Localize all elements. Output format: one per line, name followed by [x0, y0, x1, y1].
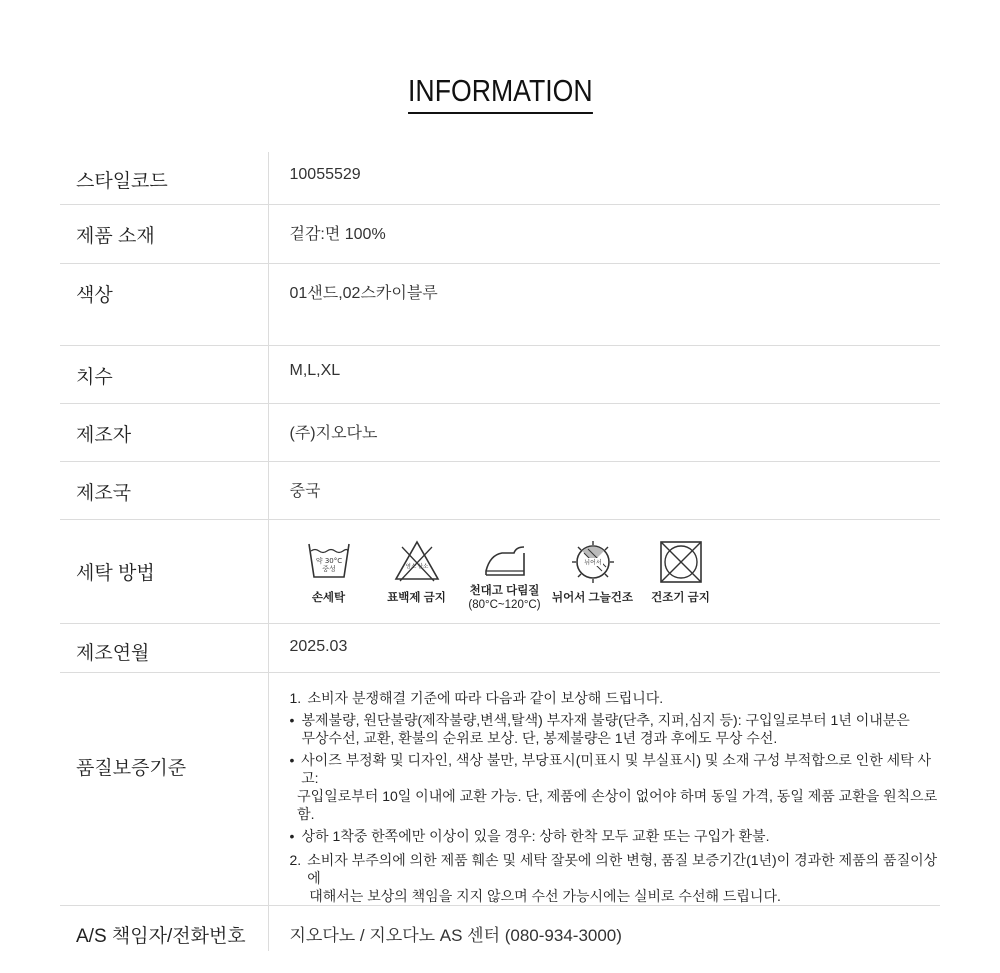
quality-item-2-line2: 대해서는 보상의 책임을 지지 않으며 수선 가능시에는 실비로 수선해 드립니다.: [309, 887, 781, 904]
bullet-dot: •: [289, 751, 295, 768]
no-bleach-caption: 표백제 금지: [387, 591, 446, 604]
material-label: 제품 소재: [60, 204, 268, 263]
bullet-dot: •: [289, 711, 295, 728]
bullet-dot: •: [289, 827, 295, 844]
quality-item-2-line1: 소비자 부주의에 의한 제품 훼손 및 세탁 잘못에 의한 변형, 품질 보증기간(1년)이 경과한 제품의 품질이상에: [307, 851, 938, 886]
date-value: 2025.03: [289, 637, 348, 655]
iron-caption-main: 천대고 다림질: [469, 584, 540, 597]
size-label: 치수: [60, 345, 268, 403]
row-quality: [60, 672, 940, 905]
page-title: INFORMATION: [408, 72, 593, 114]
quality-bullet-1: [290, 711, 941, 747]
manufacturer-label: 제조자: [60, 403, 268, 461]
iron-caption-temp: (80°C~120°C): [468, 598, 541, 611]
quality-value: [268, 672, 940, 905]
row-as: [60, 905, 940, 951]
row-manufacturer: [60, 403, 940, 461]
hand-wash-icon: [306, 539, 352, 585]
quality-bullet-1-line2: 무상수선, 교환, 환불의 순위로 보상. 단, 봉제불량은 1년 경과 후에도 무상 수선.: [301, 729, 778, 746]
country-value: 중국: [289, 482, 321, 500]
wash-item-hand: [280, 539, 378, 619]
row-material: [60, 204, 940, 263]
svg-text:산소: 산소: [417, 563, 428, 570]
wash-item-no-tumble: [632, 539, 730, 619]
style-code-value: 10055529: [289, 166, 361, 183]
quality-item-2: [290, 851, 941, 905]
no-tumble-dry-icon: [658, 539, 704, 585]
wash-item-bleach: [368, 539, 466, 619]
manufacturer-value: (주)지오다노: [289, 424, 378, 442]
svg-text:중성: 중성: [321, 564, 336, 573]
wash-icons: [290, 539, 941, 619]
as-label: A/S 책임자/전화번호: [60, 905, 268, 951]
size-value: M,L,XL: [289, 361, 341, 379]
info-table: [60, 152, 940, 951]
quality-item-1-num: 1.: [289, 689, 302, 706]
shade-dry-icon: [570, 539, 616, 585]
shade-dry-caption: 뉘어서 그늘건조: [552, 591, 633, 604]
svg-text:뉘어서: 뉘어서: [583, 559, 602, 566]
row-country: [60, 461, 940, 519]
washing-label: 세탁 방법: [60, 519, 268, 623]
country-label: 제조국: [60, 461, 268, 519]
quality-bullet-3: [290, 827, 941, 845]
no-tumble-dry-caption: 건조기 금지: [651, 591, 710, 604]
iron-caption: [468, 584, 540, 612]
color-label: 색상: [60, 263, 268, 345]
quality-item-2-num: 2.: [289, 851, 302, 868]
quality-item-1: [290, 689, 941, 707]
wash-item-iron: [456, 539, 554, 619]
quality-bullet-3-line1: 상하 1착중 한쪽에만 이상이 있을 경우: 상하 한착 모두 교환 또는 구입가 환불.: [301, 827, 770, 844]
quality-text: [290, 689, 941, 905]
color-value: 01샌드,02스카이블루: [289, 284, 438, 302]
row-date: [60, 623, 940, 672]
svg-text:염소: 염소: [405, 563, 416, 570]
quality-bullet-2-line2: 구입일로부터 10일 이내에 교환 가능. 단, 제품에 손상이 없어야 하며 동일 가격, 동일 제품 교환을 원칙으로 함.: [297, 787, 938, 822]
quality-item-1-text: 소비자 분쟁해결 기준에 따라 다음과 같이 보상해 드립니다.: [307, 689, 664, 706]
as-value: 지오다노 / 지오다노 AS 센터 (080-934-3000): [289, 925, 622, 945]
iron-icon: [482, 539, 528, 585]
row-washing: [60, 519, 940, 623]
quality-bullet-2-line1: 사이즈 부정확 및 디자인, 색상 불만, 부당표시(미표시 및 부실표시) 및 소재 구성 부적합으로 인한 세탁 사고:: [301, 751, 932, 786]
svg-text:약 30°C: 약 30°C: [315, 556, 342, 565]
date-label: 제조연월: [60, 623, 268, 672]
quality-label: 품질보증기준: [60, 672, 268, 905]
wash-item-shade-dry: [544, 539, 642, 619]
material-value: 겉감:면 100%: [289, 225, 386, 243]
row-size: [60, 345, 940, 403]
page-title-wrap: [0, 72, 1000, 114]
row-style-code: [60, 152, 940, 204]
no-bleach-icon: [394, 539, 440, 585]
quality-bullet-2: [290, 751, 941, 823]
hand-wash-caption: 손세탁: [311, 591, 346, 604]
washing-value: [268, 519, 940, 623]
row-color: [60, 263, 940, 345]
quality-bullet-1-line1: 봉제불량, 원단불량(제작불량,변색,탈색) 부자재 불량(단추, 지퍼,심지 등): 구입일로부터 1년 이내분은: [301, 711, 910, 728]
style-code-label: 스타일코드: [60, 152, 268, 204]
